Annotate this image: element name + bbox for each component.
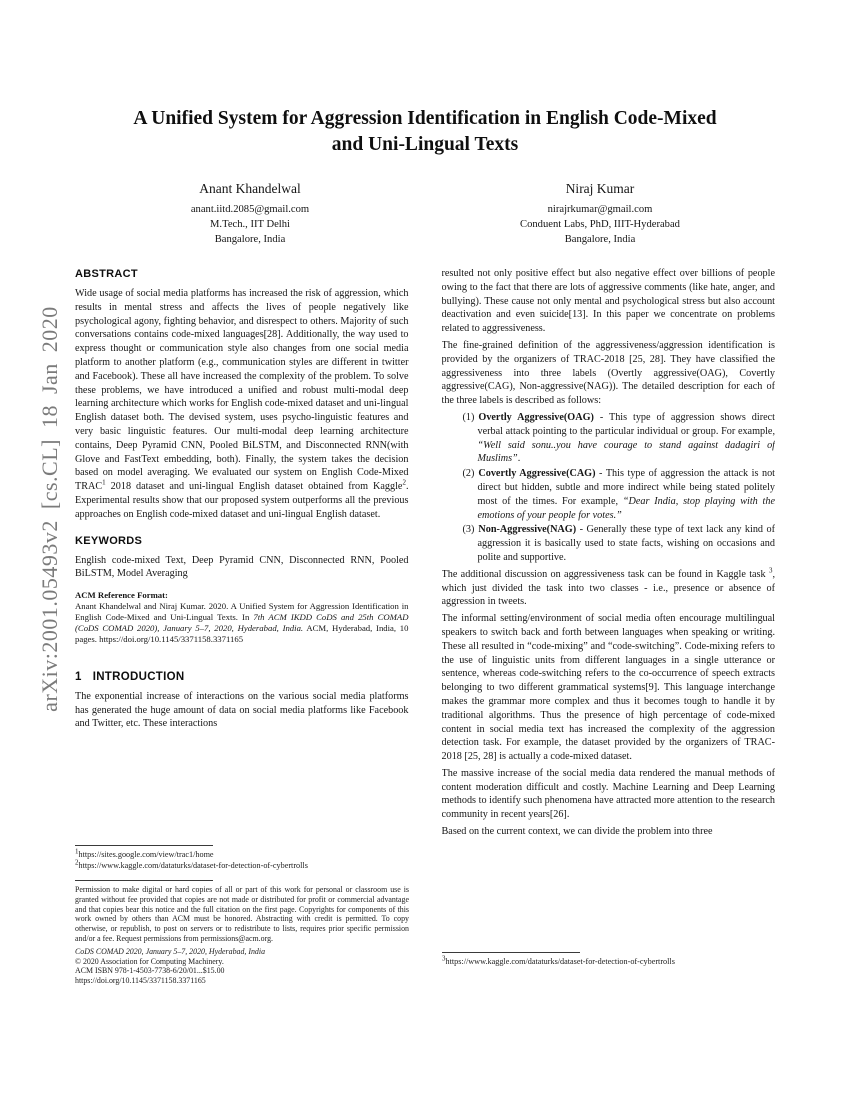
list-number: (1) bbox=[462, 411, 475, 423]
list-number: (2) bbox=[462, 468, 475, 480]
paragraph-code-mixing: The informal setting/environment of social media often encourage multilingual speakers to switch back and forth between languages when speaking or writing. These all resulted in “code-mixing” and “code-switching”. Code-mixing refers to the use of linguistic units from different languages in a single utterance or sentence, whereas code-switching refers to the co-occurrence of speech extracts belonging to two different grammatical systems[9]. This language interchange makes the grammar more complex and thus it becomes tough to handle it by traditional algorithms. Thus the presence of high percentage of code-mixed content in social media text has increased the complexity of the aggression detection task. For example, the dataset provided by the organizers of TRAC-2018 [25, 28] is actually a code-mixed dataset. bbox=[441, 613, 775, 763]
author-affiliation: Conduent Labs, PhD, IIIT-Hyderabad bbox=[520, 219, 680, 230]
section-number: 1 bbox=[75, 670, 82, 683]
permission-rule bbox=[75, 880, 213, 881]
list-item-text: - Generally these type of text lack any kind of aggression it is basically used to state facts, wishing on occasions and polite and supportive. bbox=[477, 524, 775, 563]
acm-reference-text bbox=[75, 601, 409, 645]
left-column bbox=[75, 267, 409, 734]
list-item-cag bbox=[442, 467, 776, 522]
two-column-body bbox=[0, 267, 850, 842]
abstract-text bbox=[75, 287, 409, 522]
footnote-number: 3 bbox=[442, 954, 446, 963]
author-email[interactable]: nirajrkumar@gmail.com bbox=[547, 204, 653, 215]
permission-text: Permission to make digital or hard copies of all or part of this work for personal or classroom use is granted without fee provided that copies are not made or distributed for profit or commercial advantage and that copies bear this notice and the full citation on the first page. Copyrights for components of this work owned by others than ACM must be honored. Abstracting with credit is permitted. To copy otherwise, or republish, to post on servers or to redistribute to lists, requires prior specific permission and/or a fee. Request permissions from permissions@acm.org. bbox=[75, 885, 409, 943]
acm-reference-heading: ACM Reference Format: bbox=[75, 590, 168, 601]
acm-reference-venue: 7th ACM IKDD CoDS and 25th COMAD (CoDS COMAD 2020), January 5–7, 2020, Hyderabad, India. bbox=[75, 612, 409, 633]
kaggle-task-text: The additional discussion on aggressiveness task can be found in Kaggle task bbox=[441, 568, 769, 580]
copyright-line: © 2020 Association for Computing Machinery. bbox=[75, 956, 224, 966]
arxiv-watermark: arXiv:2001.05493v2 [cs.CL] 18 Jan 2020 bbox=[37, 306, 62, 712]
list-item-text: - This type of aggression the attack is not direct but hidden, subtle and more indirect while being stated politely most of the times. For example, bbox=[477, 468, 775, 507]
author-name: Niraj Kumar bbox=[565, 181, 635, 196]
footnote-rule bbox=[442, 952, 580, 953]
abstract-part-2: 2018 dataset and uni-lingual English dataset obtained from Kaggle bbox=[105, 481, 403, 493]
section-title: INTRODUCTION bbox=[92, 670, 185, 683]
keywords-text: English code-mixed Text, Deep Pyramid CNN, Disconnected RNN, Pooled BiLSTM, Model Averaging bbox=[75, 554, 409, 580]
list-number: (3) bbox=[462, 524, 475, 536]
author-location: Bangalore, India bbox=[214, 234, 286, 245]
introduction-paragraph: The exponential increase of interactions on the various social media platforms has generated the huge amount of data on social media platforms like Facebook and Twitter, etc. These interactions bbox=[75, 690, 409, 730]
footnote-number: 1 bbox=[75, 847, 79, 856]
paragraph-trac-definition: The fine-grained definition of the aggressiveness/aggression identification is provided by the organizers of TRAC-2018 [25, 28]. They have classified the aggressiveness into three labels (Overtly aggressive(OAG), Covertly aggressive(CAG), Non-aggressive(NAG)). The detailed description for each of the three labels is described as follows: bbox=[441, 339, 775, 407]
list-item-text: - This type of aggression shows direct verbal attack pointing to the particular individual or group. For example, bbox=[477, 411, 775, 437]
right-footnotes bbox=[442, 952, 776, 968]
footnote-url[interactable]: https://www.kaggle.com/dataturks/dataset-for-detection-of-cybertrolls bbox=[78, 860, 308, 870]
footnote-2 bbox=[75, 857, 409, 872]
label-oag: Overtly Aggressive(OAG) bbox=[478, 411, 594, 423]
abstract-part-3: . Experimental results show that our proposed system outperforms all the previous approaches on English code-mixed dataset and uni-lingual English dataset. bbox=[75, 481, 409, 520]
abstract-part-1: Wide usage of social media platforms has increased the risk of aggression, which results in mental stress and affects the lives of people negatively like psychological agony, fighting behavior, and disrespect to others. Majority of such conversations contains code-mixed languages[28]. Additionally, the way used to express thought or communication style also changes from one social media platform to another platform (e.g., communication styles are different in twitter and Facebook). These all have increased the complexity of the problem. To solve these problems, we have introduced a unified and robust multi-modal deep learning architecture which works for English code-mixed dataset and uni-lingual English dataset both. The devised system, uses psycho-linguistic features and very basic linguistic features. Our multi-modal deep learning architecture contains, Deep Pyramid CNN, Pooled BiLSTM, and Disconnected RNN(with Glove and FastText embedding, both). Finally, the system takes the decision based on model averaging. We evaluated our system on English Code-Mixed TRAC bbox=[75, 288, 409, 493]
introduction-heading bbox=[75, 671, 409, 683]
footnote-number: 2 bbox=[75, 857, 79, 866]
label-cag: Covertly Aggressive(CAG) bbox=[478, 468, 596, 480]
keywords-heading: KEYWORDS bbox=[75, 534, 143, 547]
author-email[interactable]: anant.iitd.2085@gmail.com bbox=[190, 204, 310, 215]
left-footnotes bbox=[75, 845, 409, 871]
right-column bbox=[442, 267, 776, 842]
footnote-1 bbox=[75, 847, 409, 861]
doi-line[interactable]: https://doi.org/10.1145/3371158.3371165 bbox=[75, 976, 206, 986]
label-nag: Non-Aggressive(NAG) bbox=[478, 524, 577, 536]
paragraph-kaggle-task bbox=[442, 568, 776, 609]
paper-title: A Unified System for Aggression Identification in English Code-Mixed and Uni-Lingual Texts bbox=[133, 108, 717, 155]
isbn-line: ACM ISBN 978-1-4503-7738-6/20/01...$15.00 bbox=[75, 966, 225, 976]
footnote-marker-1: 1 bbox=[102, 478, 106, 487]
author-affiliation: M.Tech., IIT Delhi bbox=[210, 219, 290, 230]
paragraph-negative-effects: resulted not only positive effect but also negative effect over billions of people owing to the fact that there are lots of aggressive comments (like hate, anger, and bullying). These cause not only mental and psychological stress but also account deactivation and even suicide[13]. In this paper we concentrate on problems related to aggressiveness. bbox=[441, 268, 775, 335]
paragraph-problem-division: Based on the current context, we can divide the problem into three bbox=[441, 826, 713, 838]
conference-line: CoDS COMAD 2020, January 5–7, 2020, Hyderabad, India bbox=[75, 946, 266, 956]
list-item-oag bbox=[442, 411, 776, 466]
footnote-marker-3: 3 bbox=[768, 566, 773, 575]
acm-reference-part-1: Anant Khandelwal and Niraj Kumar. 2020. A Unified System for Aggression Identification in English Code-Mixed and Uni-Lingual Texts. In bbox=[75, 601, 409, 623]
footnote-url[interactable]: https://www.kaggle.com/dataturks/dataset-for-detection-of-cybertrolls bbox=[445, 957, 675, 966]
footnote-url[interactable]: https://sites.google.com/view/trac1/home bbox=[78, 850, 214, 859]
author-location: Bangalore, India bbox=[564, 234, 636, 245]
list-item-nag bbox=[442, 523, 776, 564]
aggression-labels-list bbox=[442, 411, 776, 565]
author-block-2 bbox=[425, 180, 775, 247]
footnote-rule bbox=[75, 845, 213, 846]
acm-reference-part-2[interactable]: ACM, Hyderabad, India, 10 pages. https://doi.org/10.1145/3371158.3371165 bbox=[75, 622, 409, 644]
footnote-marker-2: 2 bbox=[402, 478, 406, 487]
example-quote: “Well said sonu..you have courage to stand against dadagiri of Muslims” bbox=[477, 439, 775, 465]
footnote-3 bbox=[442, 954, 776, 968]
permission-block bbox=[75, 880, 409, 986]
authors-row bbox=[75, 180, 775, 247]
paragraph-moderation: The massive increase of the social media data rendered the manual methods of content moderation difficult and costly. Machine Learning and Deep Learning methods to identify such phenomena have attracted more attention to the research community in recent years[26]. bbox=[441, 767, 775, 821]
example-quote: “Dear India, stop playing with the emotions of your people for votes.” bbox=[477, 495, 775, 521]
list-item-tail: . bbox=[517, 453, 521, 465]
abstract-heading: ABSTRACT bbox=[75, 268, 138, 280]
author-name: Anant Khandelwal bbox=[199, 181, 301, 196]
author-block-1 bbox=[75, 180, 425, 247]
kaggle-task-text-2: , which just divided the task into two classes - i.e., presence or absence of aggression in tweets. bbox=[441, 568, 775, 608]
